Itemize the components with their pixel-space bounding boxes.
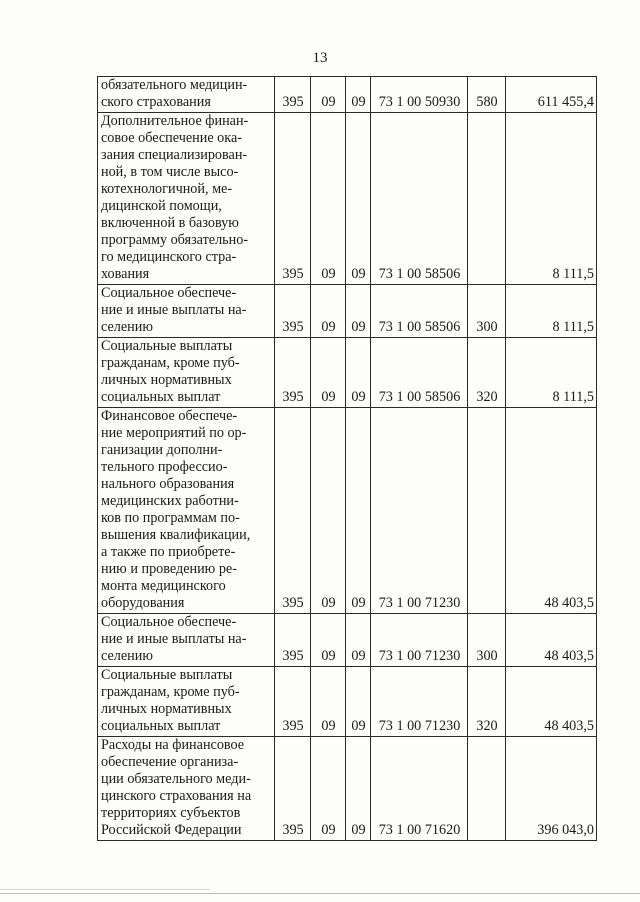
row-name-text: Социальные выплаты гражданам, кроме пуб- личных нормативных социальных выплат	[101, 667, 240, 734]
table-row	[98, 737, 597, 841]
row-name-text: Социальное обеспече- ние и иные выплаты на- селению	[101, 614, 247, 664]
subsection-code-cell: 09	[346, 77, 371, 113]
table-row	[98, 338, 597, 408]
row-name-cell	[98, 113, 275, 285]
subsection-code-cell: 09	[346, 737, 371, 841]
section-code-cell: 09	[311, 737, 346, 841]
row-name-text: обязательного медицин- ского страхования	[101, 77, 248, 110]
row-name-text: Социальное обеспече- ние и иные выплаты на- селению	[101, 285, 247, 335]
amount-cell: 8 111,5	[506, 338, 597, 408]
target-item-code-cell: 73 1 00 58506	[371, 113, 468, 285]
row-name-text: Расходы на финансовое обеспечение организа- ции обязательного меди- цинского страхования на территориях субъектов Российской Федерации	[101, 737, 252, 838]
section-code-cell: 09	[311, 285, 346, 338]
amount-cell: 48 403,5	[506, 614, 597, 667]
section-code-cell: 09	[311, 667, 346, 737]
table-row	[98, 408, 597, 614]
target-item-code-cell: 73 1 00 50930	[371, 77, 468, 113]
table-row	[98, 285, 597, 338]
expense-type-code-cell: 300	[468, 285, 506, 338]
section-code-cell: 09	[311, 408, 346, 614]
expense-type-code-cell	[468, 737, 506, 841]
row-name-text: Дополнительное финан- совое обеспечение ока- зания специализирован- ной, в том числе высо- котехнологичной, ме- дицинской помощи, включенной в базовую программу обязательно- го медицинского стра- хования	[101, 113, 249, 282]
target-item-code-cell: 73 1 00 58506	[371, 285, 468, 338]
expense-type-code-cell: 320	[468, 667, 506, 737]
ministry-code-cell: 395	[275, 737, 311, 841]
expense-type-code-cell: 320	[468, 338, 506, 408]
ministry-code-cell: 395	[275, 667, 311, 737]
ministry-code-cell: 395	[275, 285, 311, 338]
row-name-text: Финансовое обеспече- ние мероприятий по ор- ганизации дополни- тельного профессио- нального образования медицинских работни- ков по программам по- вышения квалификации, а также по приобрете- нию и проведению ре- монта медицинского оборудования	[101, 408, 251, 611]
row-name-cell	[98, 285, 275, 338]
footer-rule	[0, 893, 640, 894]
section-code-cell: 09	[311, 614, 346, 667]
subsection-code-cell: 09	[346, 338, 371, 408]
budget-table-body	[98, 77, 597, 841]
target-item-code-cell: 73 1 00 71230	[371, 408, 468, 614]
ministry-code-cell: 395	[275, 113, 311, 285]
table-row	[98, 113, 597, 285]
budget-table	[97, 76, 597, 841]
row-name-text: Социальные выплаты гражданам, кроме пуб- личных нормативных социальных выплат	[101, 338, 240, 405]
table-row	[98, 77, 597, 113]
row-name-cell	[98, 338, 275, 408]
subsection-code-cell: 09	[346, 285, 371, 338]
expense-type-code-cell	[468, 113, 506, 285]
table-row	[98, 614, 597, 667]
footer-rule-short	[0, 889, 210, 890]
subsection-code-cell: 09	[346, 113, 371, 285]
target-item-code-cell: 73 1 00 71620	[371, 737, 468, 841]
amount-cell: 611 455,4	[506, 77, 597, 113]
ministry-code-cell: 395	[275, 77, 311, 113]
amount-cell: 48 403,5	[506, 408, 597, 614]
target-item-code-cell: 73 1 00 71230	[371, 614, 468, 667]
expense-type-code-cell	[468, 408, 506, 614]
subsection-code-cell: 09	[346, 408, 371, 614]
amount-cell: 396 043,0	[506, 737, 597, 841]
expense-type-code-cell: 300	[468, 614, 506, 667]
expense-type-code-cell: 580	[468, 77, 506, 113]
page-number: 13	[312, 50, 328, 66]
amount-cell: 48 403,5	[506, 667, 597, 737]
section-code-cell: 09	[311, 113, 346, 285]
target-item-code-cell: 73 1 00 71230	[371, 667, 468, 737]
amount-cell: 8 111,5	[506, 113, 597, 285]
amount-cell: 8 111,5	[506, 285, 597, 338]
ministry-code-cell: 395	[275, 614, 311, 667]
ministry-code-cell: 395	[275, 338, 311, 408]
row-name-cell	[98, 737, 275, 841]
row-name-cell	[98, 667, 275, 737]
row-name-cell	[98, 408, 275, 614]
ministry-code-cell: 395	[275, 408, 311, 614]
section-code-cell: 09	[311, 77, 346, 113]
row-name-cell	[98, 77, 275, 113]
subsection-code-cell: 09	[346, 614, 371, 667]
row-name-cell	[98, 614, 275, 667]
target-item-code-cell: 73 1 00 58506	[371, 338, 468, 408]
section-code-cell: 09	[311, 338, 346, 408]
table-row	[98, 667, 597, 737]
subsection-code-cell: 09	[346, 667, 371, 737]
